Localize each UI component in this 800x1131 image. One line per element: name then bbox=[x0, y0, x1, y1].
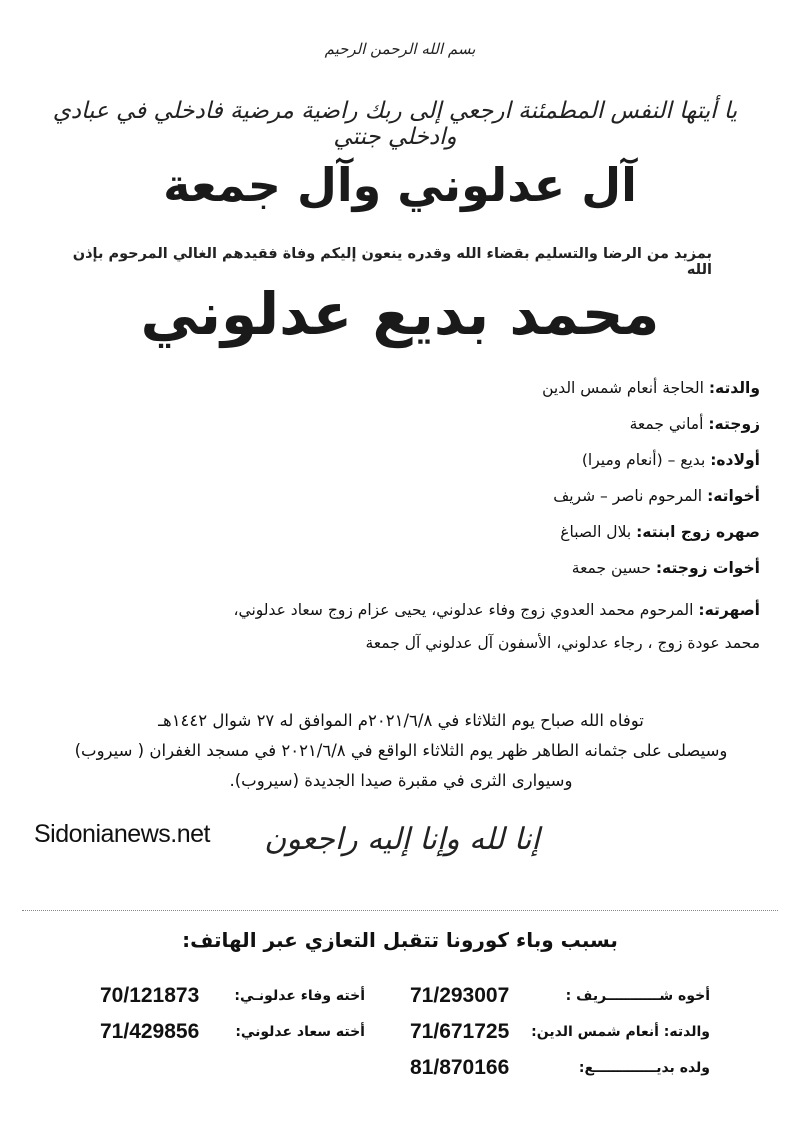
relative-value: حسين جمعة bbox=[571, 559, 651, 577]
phone-entry-son bbox=[410, 1058, 710, 1084]
phone-label: أخته سعاد عدلوني: bbox=[235, 1024, 365, 1040]
deceased-name: محمد بديع عدلوني bbox=[140, 280, 660, 348]
relative-label: أخواته: bbox=[707, 487, 760, 505]
relatives-list bbox=[70, 378, 760, 660]
relative-label: زوجته: bbox=[708, 415, 760, 433]
relative-label: أولاده: bbox=[710, 451, 760, 469]
phone-number: 81/870166 bbox=[410, 1056, 510, 1079]
phone-label: والدته: أنعام شمس الدين: bbox=[531, 1024, 710, 1040]
phone-number: 71/293007 bbox=[410, 984, 510, 1007]
relative-value: الحاجة أنعام شمس الدين bbox=[542, 379, 704, 397]
phone-entry-sister-wafaa bbox=[100, 986, 365, 1012]
relative-row-wife bbox=[70, 414, 760, 435]
phone-label: أخته وفاء عدلونـي: bbox=[234, 988, 365, 1004]
relative-value: أماني جمعة bbox=[629, 415, 704, 433]
phone-number: 70/121873 bbox=[100, 984, 200, 1007]
funeral-prayer-line: وسيصلى على جثمانه الطاهر ظهر يوم الثلاثاء الواقع في ٢٠٢١/٦/٨ في مسجد الغفران ( سيروب) bbox=[74, 741, 728, 760]
basmala-calligraphy: بسم الله الرحمن الرحيم bbox=[324, 40, 476, 58]
site-watermark: Sidonianews.net bbox=[34, 820, 210, 848]
relative-row-in-laws bbox=[70, 594, 760, 627]
announcement-intro: بمزيد من الرضا والتسليم بقضاء الله وقدره ينعون إليكم وفاة فقيدهم الغالي المرحوم بإذن الله bbox=[72, 246, 712, 278]
relative-row-mother bbox=[70, 378, 760, 399]
relative-value: محمد عودة زوج ، رجاء عدلوني، الأسفون آل عدلوني آل جمعة bbox=[365, 634, 760, 652]
relative-value: المرحوم ناصر – شريف bbox=[553, 487, 703, 505]
phone-number: 71/429856 bbox=[100, 1020, 200, 1043]
phone-entry-sister-souad bbox=[100, 1022, 365, 1048]
relative-value: بديع – (أنعام وميرا) bbox=[581, 451, 706, 469]
phone-label: ولده بديـــــــــــــع: bbox=[578, 1060, 710, 1076]
section-divider bbox=[22, 910, 778, 911]
relative-label: أصهرته: bbox=[698, 601, 760, 619]
death-date-line: توفاه الله صباح يوم الثلاثاء في ٢٠٢١/٦/٨م الموافق له ٢٧ شوال ١٤٤٢هـ bbox=[158, 711, 644, 730]
relative-value: المرحوم محمد العدوي زوج وفاء عدلوني، يحيى عزام زوج سعاد عدلوني، bbox=[233, 601, 694, 619]
closing-calligraphy: إنا لله وإنا إليه راجعون bbox=[264, 822, 540, 857]
relative-row-in-laws-continued bbox=[70, 627, 760, 660]
relative-label: أخوات زوجته: bbox=[655, 559, 760, 577]
phone-label: أخوه شـــــــــــريف : bbox=[565, 988, 710, 1004]
relative-row-wife-siblings bbox=[70, 558, 760, 579]
quran-verse: يا أيتها النفس المطمئنة ارجعي إلى ربك راضية مرضية فادخلي في عبادي وادخلي جنتي bbox=[52, 98, 738, 150]
relative-label: والدته: bbox=[708, 379, 760, 397]
relative-row-son-in-law bbox=[70, 522, 760, 543]
funeral-details bbox=[30, 706, 772, 796]
relative-value: بلال الصباغ bbox=[560, 523, 632, 541]
burial-line: وسيوارى الثرى في مقبرة صيدا الجديدة (سيروب). bbox=[229, 771, 573, 790]
relative-row-children bbox=[70, 450, 760, 471]
phone-entry-brother bbox=[410, 986, 710, 1012]
phone-number: 71/671725 bbox=[410, 1020, 510, 1043]
families-heading: آل عدلوني وآل جمعة bbox=[163, 158, 637, 212]
relative-label: صهره زوج ابنته: bbox=[636, 523, 760, 541]
phone-entry-mother bbox=[410, 1022, 710, 1048]
relative-row-siblings bbox=[70, 486, 760, 507]
condolences-title: بسبب وباء كورونا تتقبل التعازي عبر الهاتف: bbox=[182, 928, 618, 952]
